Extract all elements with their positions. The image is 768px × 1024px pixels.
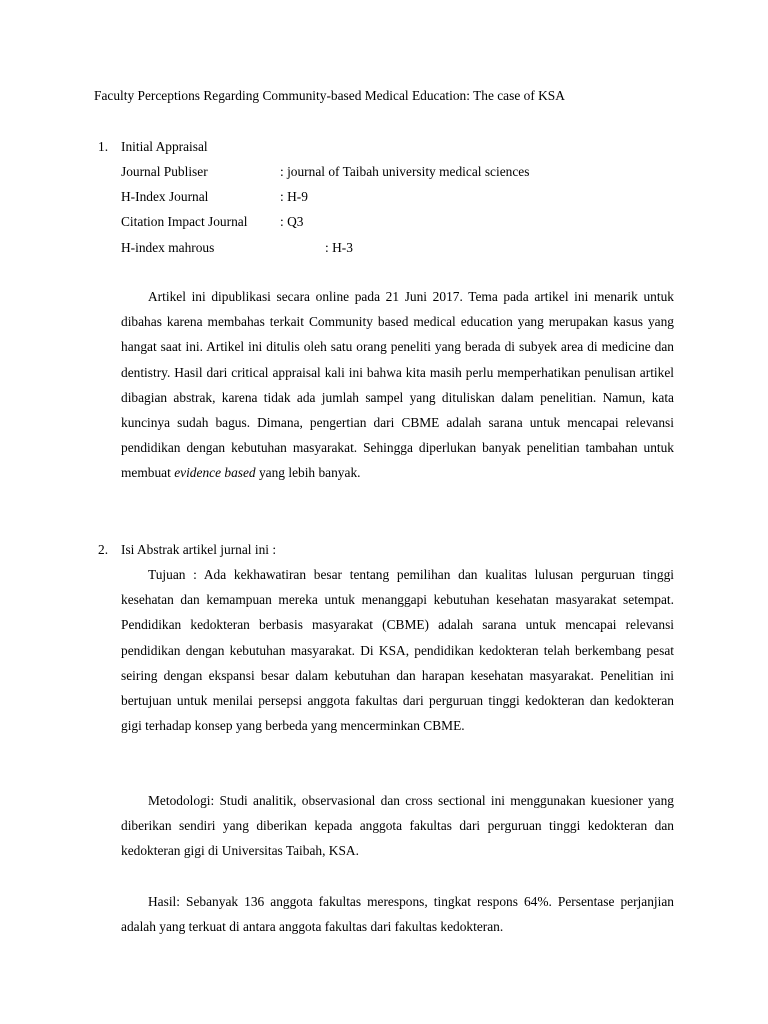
field-value-journal-publisher: : journal of Taibah university medical sciences	[280, 164, 530, 179]
section-2-number: 2.	[98, 542, 109, 557]
appraisal-paragraph	[121, 284, 674, 486]
abstract-hasil-paragraph: Hasil: Sebanyak 136 anggota fakultas merespons, tingkat respons 64%. Persentase perjanjian adalah yang terkuat di antara anggota fakultas dari fakultas kedokteran.	[121, 894, 674, 935]
field-label-citation-impact: Citation Impact Journal	[121, 214, 248, 229]
document-title: Faculty Perceptions Regarding Community-based Medical Education: The case of KSA	[94, 88, 565, 103]
abstract-tujuan-paragraph: Tujuan : Ada kekhawatiran besar tentang pemilihan dan kualitas lulusan perguruan tinggi kesehatan dan kemampuan mereka untuk menanggapi kebutuhan kesehatan masyarakat setempat. Pendidikan kedokteran berbasis masyarakat (CBME) adalah sarana untuk mencapai relevansi pendidikan dengan kebutuhan masyarakat. Di KSA, pendidikan kedokteran telah berkembang pesat seiring dengan ekspansi besar dalam kebutuhan dan harapan kesehatan masyarakat. Penelitian ini bertujuan untuk menilai persepsi anggota fakultas dari perguruan tinggi kedokteran dan kedokteran gigi terhadap konsep yang berbeda yang mencerminkan CBME.	[121, 567, 674, 734]
abstract-metodologi-paragraph: Metodologi: Studi analitik, observasional dan cross sectional ini menggunakan kuesioner yang diberikan sendiri yang diberikan kepada anggota fakultas dari perguruan tinggi kedokteran dan kedokteran gigi di Universitas Taibah, KSA.	[121, 793, 674, 859]
section-1-heading: Initial Appraisal	[121, 139, 208, 154]
appraisal-paragraph-text: Artikel ini dipublikasi secara online pada 21 Juni 2017. Tema pada artikel ini menarik untuk dibahas karena membahas terkait Community based medical education yang merupakan kasus yang hangat saat ini. Artikel ini ditulis oleh satu orang peneliti yang berada di subyek area di medicine dan dentistry. Hasil dari critical appraisal kali ini bahwa kita masih perlu memperhatikan penulisan artikel dibagian abstrak, karena tidak ada jumlah sampel yang dituliskan dalam penelitian. Namun, kata kuncinya sudah bagus. Dimana, pengertian dari CBME adalah sarana untuk mencapai relevansi pendidikan dengan kebutuhan masyarakat. Sehingga diperlukan banyak penelitian tambahan untuk membuat	[121, 289, 674, 481]
field-value-h-index-author: : H-3	[325, 240, 353, 255]
field-value-h-index-journal: : H-9	[280, 189, 308, 204]
field-label-h-index-journal: H-Index Journal	[121, 189, 209, 204]
field-label-journal-publisher: Journal Publiser	[121, 164, 208, 179]
field-value-citation-impact: : Q3	[280, 214, 304, 229]
section-2-heading: Isi Abstrak artikel jurnal ini :	[121, 542, 277, 557]
field-label-h-index-author: H-index mahrous	[121, 240, 215, 255]
appraisal-paragraph-italic: evidence based	[174, 465, 256, 481]
section-1-number: 1.	[98, 139, 109, 154]
appraisal-paragraph-end: yang lebih banyak.	[255, 465, 361, 481]
